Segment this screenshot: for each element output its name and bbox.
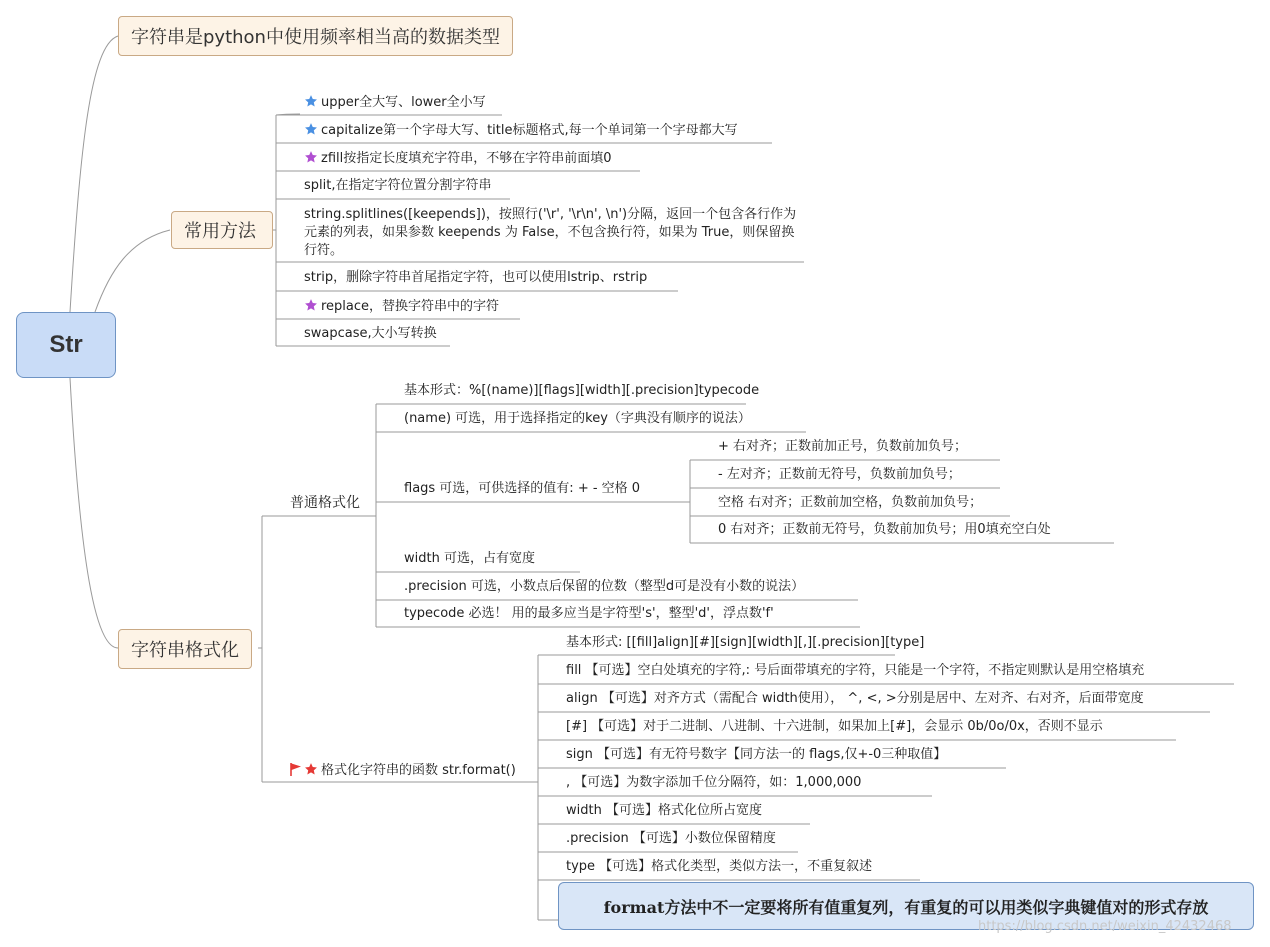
format-fill-text: fill 【可选】空白处填充的字符,: 号后面带填充的字符，只能是一个字符，不指定则默认是用空格填充 (566, 663, 1145, 678)
star-icon (304, 122, 318, 136)
format-width[interactable] (566, 803, 762, 819)
common-methods-label: 常用方法 (184, 221, 256, 242)
flag-space[interactable] (718, 495, 982, 511)
percent-format-label: 普通格式化 (290, 495, 360, 511)
flag-zero[interactable] (718, 522, 1051, 538)
format-sign-text: sign 【可选】有无符号数字【同方法一的 flags,仅+-0三种取值】 (566, 747, 947, 762)
formatting-node[interactable] (118, 629, 252, 669)
method-replace[interactable] (304, 298, 499, 315)
format-comma[interactable] (566, 775, 861, 791)
percent-name-text: (name) 可选，用于选择指定的key（字典没有顺序的说法） (404, 411, 751, 426)
percent-basic-text: 基本形式：%[(name)][flags][width][.precision]typecode (404, 383, 760, 398)
format-precision[interactable] (566, 831, 776, 847)
percent-flags-text: flags 可选，可供选择的值有: + - 空格 0 (404, 481, 641, 496)
method-swapcase[interactable] (304, 326, 437, 342)
method-upper-text: upper全大写、lower全小写 (321, 95, 486, 110)
format-func-node[interactable] (290, 762, 516, 779)
star-icon (304, 150, 318, 164)
intro-label: 字符串是python中使用频率相当高的数据类型 (131, 27, 500, 48)
root-label: Str (49, 331, 83, 358)
method-capitalize[interactable] (304, 122, 738, 139)
format-basic[interactable] (566, 635, 924, 651)
format-basic-text: 基本形式: [[fill]align][#][sign][width][,][.precision][type] (566, 635, 925, 650)
percent-typecode-text: typecode 必选！ 用的最多应当是字符型's'，整型'd'，浮点数'f' (404, 606, 774, 621)
method-split[interactable] (304, 178, 491, 194)
method-splitlines[interactable] (304, 206, 798, 260)
format-align-text: align 【可选】对齐方式（需配合 width使用）， ^, <, >分别是居中、左对齐、右对齐，后面带宽度 (566, 691, 1144, 706)
common-methods-node[interactable] (171, 211, 273, 249)
star-icon (304, 298, 318, 312)
percent-precision-text: .precision 可选，小数点后保留的位数（整型d可是没有小数的说法） (404, 579, 805, 594)
method-strip[interactable] (304, 270, 647, 286)
format-type-text: type 【可选】格式化类型，类似方法一，不重复叙述 (566, 859, 873, 874)
format-precision-text: .precision 【可选】小数位保留精度 (566, 831, 776, 846)
format-hash-text: [#] 【可选】对于二进制、八进制、十六进制，如果加上[#]，会显示 0b/0o/0x，否则不显示 (566, 719, 1103, 734)
flag-plus[interactable] (718, 439, 967, 455)
percent-name[interactable] (404, 411, 751, 427)
flag-zero-text: 0 右对齐；正数前无符号，负数前加负号；用0填充空白处 (718, 522, 1051, 537)
method-strip-text: strip，删除字符串首尾指定字符，也可以使用lstrip、rstrip (304, 270, 648, 285)
root-node[interactable] (16, 312, 116, 378)
method-replace-text: replace，替换字符串中的字符 (321, 299, 500, 314)
percent-precision[interactable] (404, 579, 804, 595)
star-icon (304, 94, 318, 108)
flag-plus-text: + 右对齐；正数前加正号，负数前加负号； (718, 439, 968, 454)
percent-width-text: width 可选，占有宽度 (404, 551, 535, 566)
method-capitalize-text: capitalize第一个字母大写、title标题格式,每一个单词第一个字母都大写 (321, 123, 738, 138)
percent-typecode[interactable] (404, 606, 774, 622)
star-icon (304, 762, 318, 776)
intro-node[interactable] (118, 16, 513, 56)
percent-flags[interactable] (404, 481, 640, 497)
format-width-text: width 【可选】格式化位所占宽度 (566, 803, 762, 818)
format-type[interactable] (566, 859, 872, 875)
method-zfill-text: zfill按指定长度填充字符串，不够在字符串前面填0 (321, 151, 612, 166)
flag-icon (290, 762, 302, 776)
flag-minus[interactable] (718, 467, 961, 483)
percent-width[interactable] (404, 551, 535, 567)
format-note-text: format方法中不一定要将所有值重复列，有重复的可以用类似字典键值对的形式存放 (603, 897, 1209, 917)
method-swapcase-text: swapcase,大小写转换 (304, 326, 437, 341)
formatting-label: 字符串格式化 (131, 640, 239, 661)
method-upper[interactable] (304, 94, 486, 111)
flag-space-text: 空格 右对齐；正数前加空格，负数前加负号； (718, 495, 983, 510)
format-comma-text: , 【可选】为数字添加千位分隔符，如：1,000,000 (566, 775, 862, 790)
method-split-text: split,在指定字符位置分割字符串 (304, 178, 492, 193)
method-splitlines-text: string.splitlines([keepends])，按照行('\r', '\r\n', \n')分隔，返回一个包含各行作为元素的列表，如果参数 keepends 为 False，不包含换行符，如果为 True，则保留换行符。 (304, 207, 797, 258)
format-fill[interactable] (566, 663, 1144, 679)
percent-basic[interactable] (404, 383, 759, 399)
format-func-label: 格式化字符串的函数 str.format() (321, 763, 516, 778)
percent-format-node[interactable] (290, 495, 360, 511)
format-hash[interactable] (566, 719, 1103, 735)
format-sign[interactable] (566, 747, 946, 763)
method-zfill[interactable] (304, 150, 612, 167)
watermark: https://blog.csdn.net/weixin_42432468 (978, 919, 1232, 934)
flag-minus-text: - 左对齐；正数前无符号，负数前加负号； (718, 467, 961, 482)
format-align[interactable] (566, 691, 1144, 707)
